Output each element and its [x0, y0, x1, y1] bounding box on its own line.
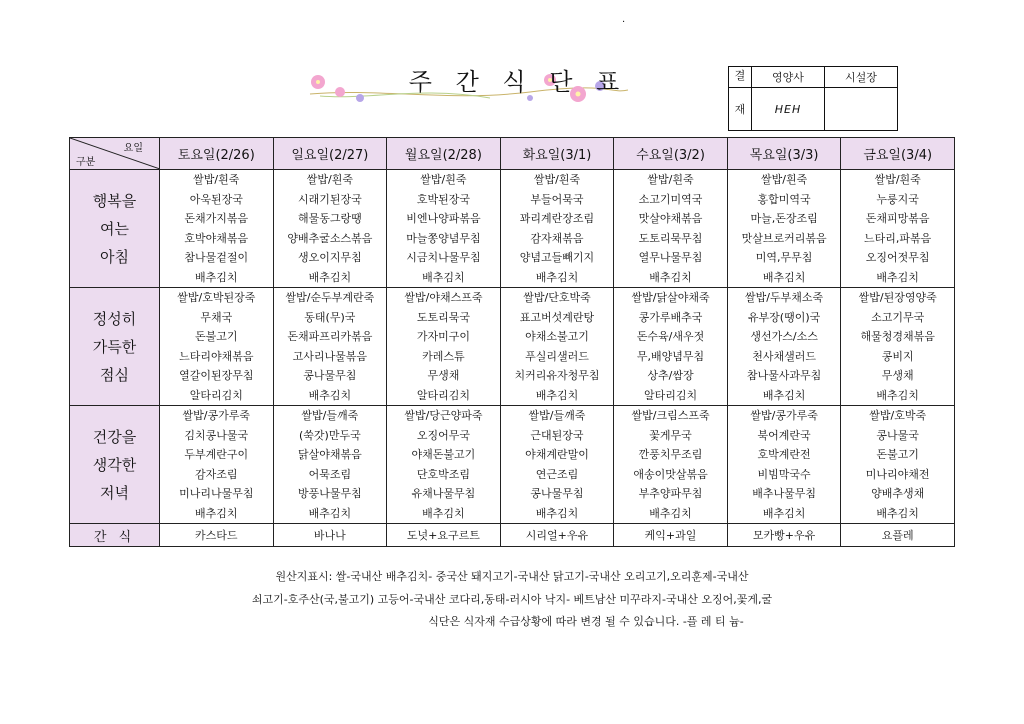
weekly-menu-table	[69, 137, 955, 547]
meal-row	[70, 288, 955, 406]
menu-item: 쌀밥/흰죽	[760, 173, 808, 186]
menu-cell	[273, 170, 387, 288]
menu-item: 생오이지무침	[297, 251, 362, 264]
page-mark: .	[622, 14, 626, 25]
menu-item: 호박된장국	[416, 192, 470, 206]
menu-cell	[727, 406, 841, 524]
day-header: 금요일(3/4)	[841, 138, 955, 170]
menu-item: 배추김치	[422, 270, 465, 284]
page-title: 주 간 식 단 표	[408, 68, 628, 96]
menu-item: 고사리나물볶음	[292, 349, 368, 363]
menu-item: 쌀밥/호박죽	[869, 409, 927, 422]
day-header: 월요일(2/28)	[387, 138, 501, 170]
snack-cell: 바나나	[273, 524, 387, 547]
menu-item: 양념고들빼기지	[519, 251, 595, 264]
menu-item: 쌀밥/흰죽	[306, 173, 353, 186]
menu-item: 호박야채볶음	[184, 231, 249, 245]
menu-item: 돈채가지볶음	[184, 212, 249, 225]
menu-item: 쌀밥/콩가루죽	[750, 409, 818, 422]
menu-item: 배추김치	[422, 506, 465, 520]
menu-item: 도토리묵국	[416, 310, 470, 324]
menu-item: 누룽지국	[876, 192, 919, 206]
menu-cell	[160, 170, 274, 288]
menu-item: 카레스튜	[422, 349, 465, 363]
day-header: 토요일(2/26)	[160, 138, 274, 170]
change-notice-text: 식단은 식자재 수급상황에 따라 변경 될 수 있습니다. -플 레 티 늄-	[428, 615, 744, 628]
menu-item: 쌀밥/된장영양죽	[858, 291, 937, 304]
menu-item: 근대된장국	[530, 428, 584, 442]
menu-cell	[387, 406, 501, 524]
corner-cell	[70, 138, 160, 170]
menu-item: 콩가루배추국	[638, 310, 703, 324]
menu-item: 무채국	[200, 310, 233, 324]
menu-item: 돈채파프리카볶음	[287, 330, 373, 343]
menu-item: 북어계란국	[757, 428, 811, 442]
menu-item: 상추/쌈장	[647, 369, 694, 382]
dietitian-signature: HEH	[752, 88, 825, 131]
menu-item: 콩비지	[881, 349, 914, 363]
menu-item: 오징어젓무침	[865, 251, 930, 264]
menu-item: 돈채피망볶음	[865, 212, 930, 225]
menu-cell	[841, 288, 955, 406]
menu-item: 방풍나물무침	[297, 487, 362, 500]
menu-item: 소고기미역국	[638, 192, 703, 206]
snack-cell: 요플레	[841, 524, 955, 547]
meal-label-line: 행복을	[92, 191, 137, 210]
meal-label	[70, 406, 160, 524]
menu-item: 양배추생채	[871, 487, 925, 500]
menu-item: 돈불고기	[195, 330, 238, 343]
menu-item: 쌀밥/호박된장죽	[177, 291, 256, 304]
approval-side-bottom: 재	[729, 88, 752, 131]
menu-item: 유부장(땡이)국	[747, 310, 821, 324]
menu-item: 참나물겉절이	[184, 251, 249, 264]
menu-item: 배추김치	[535, 506, 579, 520]
snack-label: 간 식	[70, 524, 160, 547]
menu-item: 쌀밥/흰죽	[533, 173, 581, 186]
menu-cell	[841, 406, 955, 524]
menu-item: 감자채볶음	[530, 231, 584, 245]
menu-item: 푸실리샐러드	[525, 349, 589, 363]
menu-cell	[727, 170, 841, 288]
meal-label-line: 아침	[100, 247, 129, 266]
menu-item: 배추김치	[535, 388, 579, 402]
menu-item: 호박계란전	[757, 448, 811, 461]
menu-item: 쌀밥/흰죽	[193, 173, 240, 186]
meal-row	[70, 406, 955, 524]
menu-item: 천사채샐러드	[752, 349, 816, 363]
menu-item: 소고기무국	[871, 310, 925, 324]
menu-item: 무생채	[427, 369, 460, 382]
menu-item: 치커리유자청무침	[514, 369, 600, 382]
menu-item: 쌀밥/닭살야채죽	[631, 291, 710, 304]
menu-cell	[614, 170, 728, 288]
menu-cell	[387, 170, 501, 288]
menu-item: 마늘쫑양념무침	[406, 231, 481, 245]
menu-item: 배추김치	[876, 270, 919, 284]
menu-item: 애송이맛살볶음	[633, 467, 708, 481]
menu-cell	[614, 406, 728, 524]
menu-item: 알타리김치	[189, 388, 243, 402]
menu-item: 가자미구이	[416, 330, 470, 343]
meal-label-line: 건강을	[92, 427, 137, 446]
menu-item: 김치콩나물국	[184, 428, 249, 442]
menu-item: 돈수육/새우젓	[636, 330, 705, 343]
menu-item: 쌀밥/단호박죽	[523, 291, 591, 304]
menu-item: 동태(무)국	[304, 310, 356, 324]
menu-item: 쌀밥/야채스프죽	[404, 291, 483, 304]
menu-item: 느타리,파볶음	[864, 231, 932, 245]
menu-item: 꽃게무국	[649, 428, 692, 442]
menu-cell	[273, 406, 387, 524]
snack-cell: 시리얼+우유	[500, 524, 614, 547]
corner-day-label: 요일	[123, 143, 143, 154]
menu-item: 돈불고기	[876, 448, 919, 461]
menu-item: 쌀밥/두부채소죽	[745, 291, 824, 304]
director-signature	[825, 88, 898, 131]
menu-item: 맛살브로커리볶음	[741, 231, 827, 245]
approval-box	[728, 66, 898, 131]
menu-item: 생선가스/소스	[750, 330, 818, 343]
menu-item: 쌀밥/당근양파죽	[404, 409, 483, 422]
menu-item: 쌀밥/크림스프죽	[631, 409, 710, 422]
menu-item: 배추김치	[308, 270, 352, 284]
day-header: 화요일(3/1)	[500, 138, 614, 170]
menu-item: 홍합미역국	[757, 192, 811, 206]
menu-item: 해물동그랑땡	[297, 212, 362, 225]
menu-item: 배추김치	[308, 506, 352, 520]
menu-item: 부들어묵국	[530, 192, 584, 206]
menu-item: 배추김치	[876, 506, 919, 520]
menu-item: 미역,무무침	[755, 251, 813, 264]
menu-item: 참나물사과무침	[746, 369, 822, 382]
day-header: 목요일(3/3)	[727, 138, 841, 170]
menu-item: 도토리묵무침	[638, 231, 703, 245]
menu-cell	[727, 288, 841, 406]
menu-item: 아욱된장국	[189, 192, 243, 206]
menu-item: 꽈리계란장조림	[519, 212, 595, 225]
menu-item: 쌀밥/콩가루죽	[182, 409, 251, 422]
menu-item: 맛살야채볶음	[638, 212, 703, 225]
menu-item: 콩나물국	[876, 428, 919, 442]
menu-item: (쑥갓)만두국	[298, 428, 361, 442]
menu-item: 배추김치	[195, 270, 238, 284]
menu-cell	[500, 406, 614, 524]
menu-item: 닭살야채볶음	[297, 448, 362, 461]
menu-item: 미나리야채전	[865, 467, 930, 481]
menu-item: 미나리나물무침	[179, 487, 254, 500]
menu-item: 시금치나물무침	[406, 251, 481, 264]
menu-item: 비빔막국수	[757, 467, 811, 481]
menu-item: 배추김치	[762, 506, 806, 520]
menu-item: 쌀밥/들깨죽	[528, 409, 586, 422]
menu-cell	[500, 170, 614, 288]
menu-cell	[841, 170, 955, 288]
menu-item: 무,배양념무침	[636, 349, 705, 363]
menu-item: 배추나물무침	[752, 487, 816, 500]
menu-item: 양배추굴소스볶음	[287, 231, 373, 245]
day-header: 수요일(3/2)	[614, 138, 728, 170]
menu-item: 열무나물무침	[638, 251, 703, 264]
menu-item: 배추김치	[649, 270, 692, 284]
approval-header-dietitian: 영양사	[752, 67, 825, 88]
meal-label-line: 여는	[100, 219, 129, 238]
menu-item: 시래기된장국	[297, 192, 362, 206]
menu-item: 쌀밥/들깨죽	[301, 409, 359, 422]
menu-item: 야채돈불고기	[411, 448, 476, 461]
menu-cell	[614, 288, 728, 406]
approval-side-top: 결	[729, 67, 752, 88]
menu-item: 두부계란구이	[184, 448, 249, 461]
meal-row	[70, 170, 955, 288]
meal-label	[70, 170, 160, 288]
menu-item: 열갈이된장무침	[179, 369, 254, 382]
menu-item: 배추김치	[649, 506, 692, 520]
snack-cell: 케익+과일	[614, 524, 728, 547]
menu-item: 느타리야채볶음	[179, 349, 254, 363]
menu-item: 배추김치	[762, 270, 806, 284]
menu-item: 쌀밥/흰죽	[874, 173, 921, 186]
menu-cell	[500, 288, 614, 406]
menu-item: 해물청경채볶음	[860, 330, 935, 343]
menu-cell	[273, 288, 387, 406]
meal-label-line: 점심	[100, 365, 129, 384]
menu-item: 야채계란말이	[525, 448, 589, 461]
meal-label-line: 생각한	[92, 455, 137, 474]
header-row	[70, 138, 955, 170]
menu-item: 배추김치	[535, 270, 579, 284]
menu-item: 감자조림	[195, 467, 238, 481]
approval-header-director: 시설장	[825, 67, 898, 88]
menu-item: 쌀밥/흰죽	[647, 173, 694, 186]
origin-notice-line2: 쇠고기-호주산(국,불고기) 고등어-국내산 코다리,동태-러시아 낙지- 베트남산 미꾸라지-국내산 오징어,꽃게,굴	[251, 593, 773, 606]
menu-item: 콩나물무침	[530, 487, 584, 500]
menu-item: 쌀밥/순두부계란죽	[285, 291, 375, 304]
menu-item: 무생채	[881, 369, 914, 382]
menu-cell	[160, 406, 274, 524]
menu-item: 유채나물무침	[411, 487, 476, 500]
menu-item: 오징어무국	[416, 428, 470, 442]
menu-item: 콩나물무침	[303, 369, 357, 382]
menu-item: 배추김치	[876, 388, 919, 402]
meal-label-line: 정성히	[92, 309, 137, 328]
snack-cell: 카스타드	[160, 524, 274, 547]
menu-item: 배추김치	[762, 388, 806, 402]
corner-category-label: 구분	[76, 157, 96, 168]
menu-item: 배추김치	[308, 388, 352, 402]
menu-item: 야채소불고기	[525, 330, 589, 343]
menu-item: 어묵조림	[308, 467, 352, 481]
menu-item: 깐풍치무조림	[638, 448, 703, 461]
menu-item: 쌀밥/흰죽	[420, 173, 467, 186]
menu-item: 연근조림	[535, 467, 579, 481]
menu-item: 비엔나양파볶음	[406, 212, 481, 225]
menu-item: 배추김치	[195, 506, 238, 520]
snack-cell: 도넛+요구르트	[387, 524, 501, 547]
snack-cell: 모카빵+우유	[727, 524, 841, 547]
menu-cell	[387, 288, 501, 406]
menu-item: 마늘,돈장조림	[750, 212, 818, 225]
menu-item: 단호박조림	[416, 467, 470, 481]
day-header: 일요일(2/27)	[273, 138, 387, 170]
meal-label	[70, 288, 160, 406]
menu-item: 알타리김치	[416, 388, 470, 402]
menu-item: 부추양파무침	[638, 487, 703, 500]
snack-row	[70, 524, 955, 547]
change-notice	[0, 613, 1024, 629]
origin-notice-line1: 원산지표시: 쌀-국내산 배추김치- 중국산 돼지고기-국내산 닭고기-국내산 오리고기,오리훈제-국내산	[275, 570, 749, 583]
meal-label-line: 저녁	[100, 483, 129, 502]
meal-label-line: 가득한	[92, 337, 137, 356]
menu-item: 표고버섯계란탕	[519, 310, 595, 324]
menu-cell	[160, 288, 274, 406]
menu-item: 알타리김치	[643, 388, 698, 402]
